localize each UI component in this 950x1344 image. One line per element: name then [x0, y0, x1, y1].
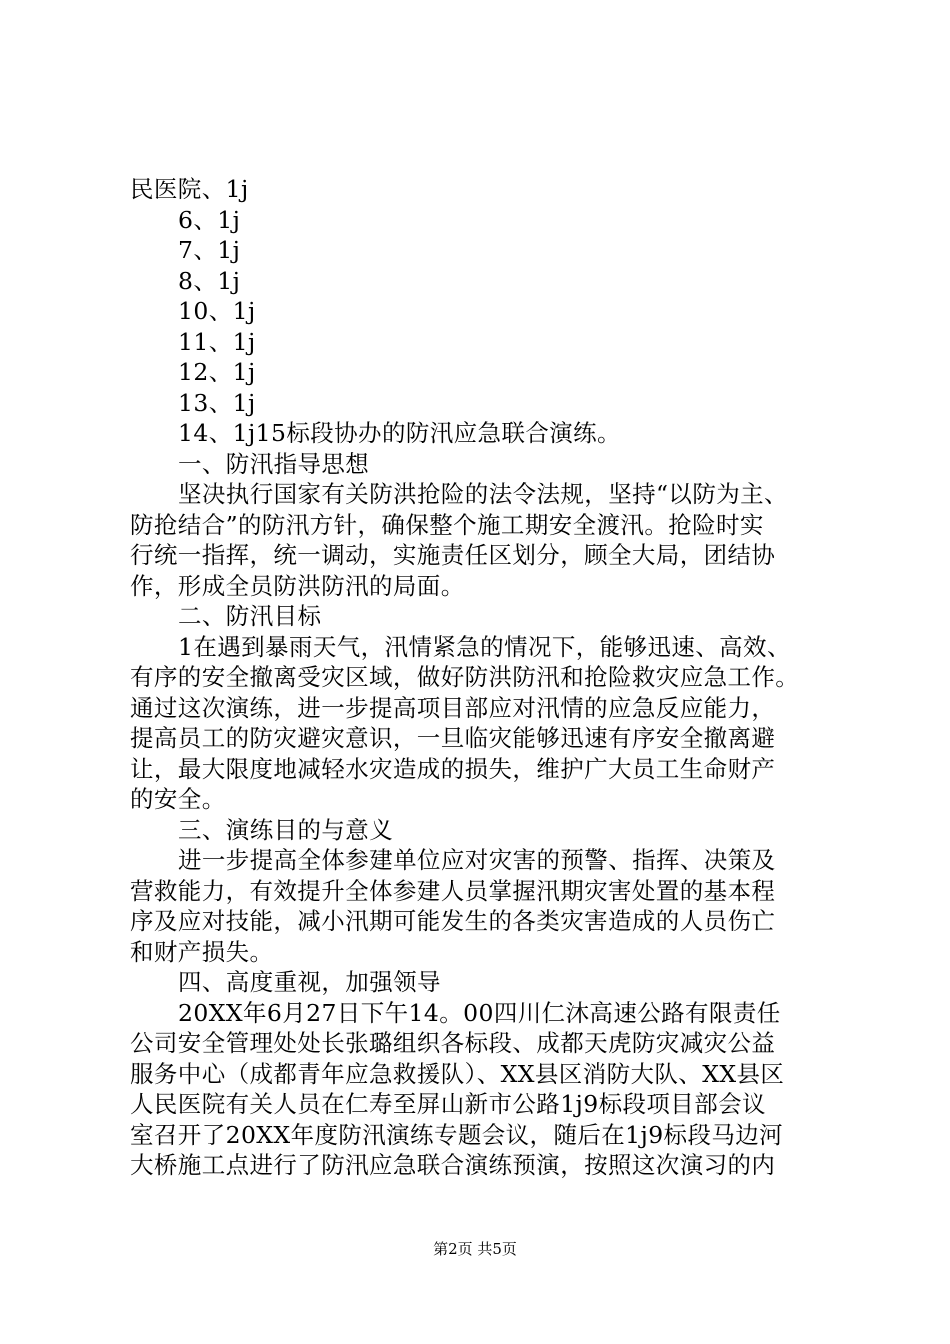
section-heading: 四、高度重视，加强领导 — [178, 968, 441, 996]
text-line: 和财产损失。 — [130, 937, 274, 966]
text-line: 进一步提高全体参建单位应对灾害的预警、指挥、决策及 — [178, 846, 776, 874]
text-line: 公司安全管理处处长张璐组织各标段、成都天虎防灾减灾公益 — [130, 1029, 776, 1057]
text-line: 提高员工的防灾避灾意识，一旦临灾能够迅速有序安全撤离避 — [130, 724, 776, 752]
text-line: 服务中心（成都青年应急救援队）、XX县区消防大队、XX县区 — [130, 1059, 785, 1088]
text-line: 12、1j — [178, 358, 256, 386]
text-line: 有序的安全撤离受灾区域，做好防洪防汛和抢险救灾应急工作。 — [130, 663, 800, 691]
text-line: 10、1j — [178, 297, 256, 325]
text-line: 序及应对技能，减小汛期可能发生的各类灾害造成的人员伤亡 — [130, 907, 776, 935]
text-line: 7、1j — [178, 236, 241, 264]
body-text — [130, 174, 842, 1181]
page-number-footer: 第2页 共5页 — [433, 1240, 517, 1258]
text-line: 行统一指挥，统一调动，实施责任区划分，顾全大局，团结协 — [130, 541, 776, 569]
text-line: 民医院、1j — [130, 175, 249, 203]
text-line: 防抢结合”的防汛方针，确保整个施工期安全渡汛。抢险时实 — [130, 510, 764, 539]
section-heading: 二、防汛目标 — [178, 602, 322, 630]
text-line: 营救能力，有效提升全体参建人员掌握汛期灾害处置的基本程 — [130, 876, 776, 905]
text-line: 通过这次演练，进一步提高项目部应对汛情的应急反应能力， — [130, 693, 776, 722]
section-heading: 三、演练目的与意义 — [178, 815, 394, 844]
text-line: 大桥施工点进行了防汛应急联合演练预演，按照这次演习的内 — [130, 1151, 776, 1179]
text-line: 13、1j — [178, 388, 256, 417]
text-line: 人民医院有关人员在仁寿至屏山新市公路1j9标段项目部会议 — [130, 1090, 766, 1118]
text-line: 14、1j15标段协办的防汛应急联合演练。 — [178, 419, 621, 447]
text-line: 作，形成全员防洪防汛的局面。 — [130, 571, 465, 600]
text-line: 坚决执行国家有关防洪抢险的法令法规，坚持“以防为主、 — [178, 480, 788, 508]
text-line: 8、1j — [178, 266, 241, 295]
text-line: 1在遇到暴雨天气，汛情紧急的情况下，能够迅速、高效、 — [178, 632, 791, 661]
text-line: 20XX年6月27日下午14。00四川仁沐高速公路有限责任 — [178, 998, 781, 1027]
text-line: 6、1j — [178, 205, 241, 234]
text-line: 室召开了20XX年度防汛演练专题会议，随后在1j9标段马边河 — [130, 1120, 784, 1149]
text-line: 让，最大限度地减轻水灾造成的损失，维护广大员工生命财产 — [130, 754, 776, 783]
section-heading: 一、防汛指导思想 — [178, 449, 370, 478]
text-line: 11、1j — [178, 327, 256, 356]
text-line: 的安全。 — [130, 785, 226, 813]
